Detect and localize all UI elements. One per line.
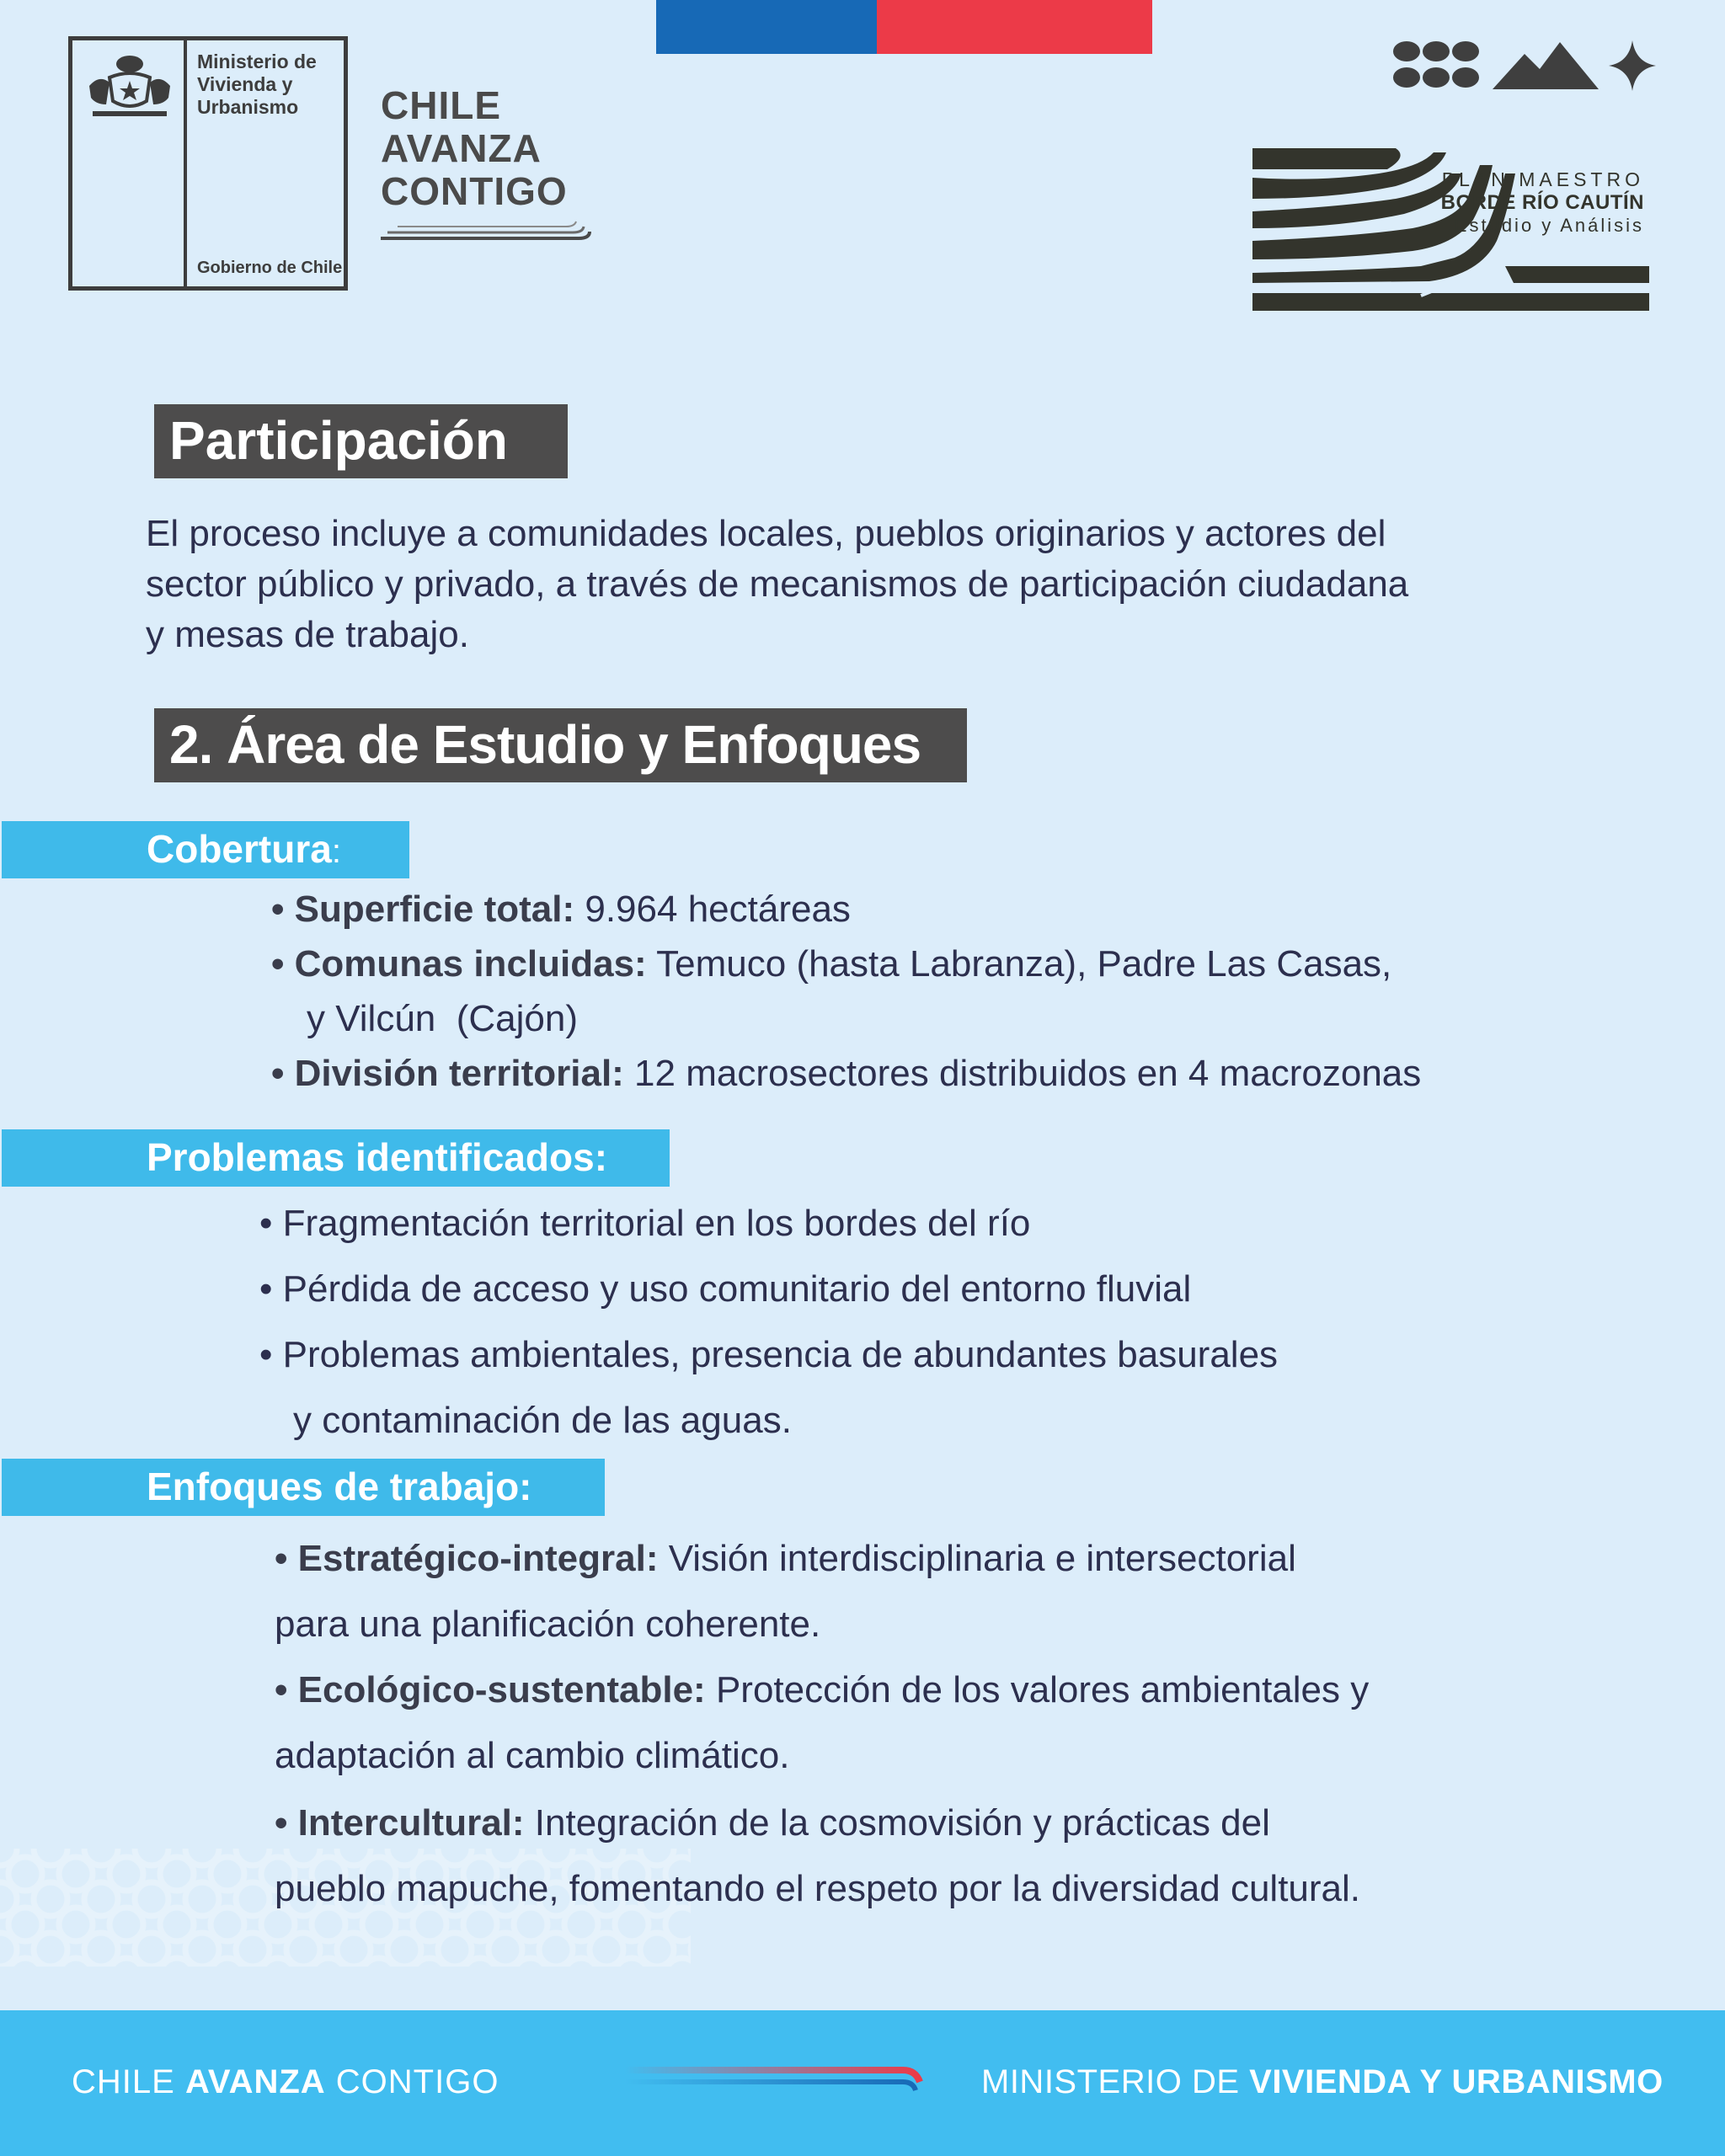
footer-slogan-part-1: CHILE bbox=[72, 2063, 185, 2100]
slogan-swoosh-icon bbox=[381, 216, 591, 242]
slogan-logo bbox=[381, 84, 591, 246]
brand-icons bbox=[1391, 37, 1658, 93]
footer-swoosh-icon bbox=[625, 2063, 924, 2104]
cobertura-item: • División territorial: 12 macrosectores distribuidos en 4 macrozonas bbox=[271, 1053, 1422, 1094]
label-cobertura-colon: : bbox=[331, 833, 341, 870]
star-icon bbox=[1609, 40, 1656, 91]
enfoque-item: • Intercultural: Integración de la cosmovisión y prácticas del bbox=[275, 1802, 1270, 1844]
participacion-paragraph bbox=[146, 509, 1628, 660]
problema-item-continuation: y contaminación de las aguas. bbox=[293, 1400, 792, 1441]
problema-text: Problemas ambientales, presencia de abundantes basurales bbox=[282, 1334, 1279, 1375]
enfoque-term: Estratégico-integral: bbox=[297, 1538, 659, 1579]
cobertura-item: • Comunas incluidas: Temuco (hasta Labranza), Padre Las Casas, bbox=[271, 943, 1392, 985]
problema-item: • Pérdida de acceso y uso comunitario del entorno fluvial bbox=[259, 1268, 1192, 1310]
label-problemas: Problemas identificados: bbox=[2, 1129, 670, 1187]
slogan-line-3: CONTIGO bbox=[381, 169, 568, 213]
participacion-line-3: y mesas de trabajo. bbox=[146, 614, 469, 655]
dots-icon bbox=[1393, 41, 1479, 88]
problema-item: • Problemas ambientales, presencia de abundantes basurales bbox=[259, 1334, 1279, 1375]
slogan-line-1: CHILE bbox=[381, 83, 501, 127]
plan-maestro-line-2: BORDE RÍO CAUTÍN bbox=[1440, 191, 1644, 214]
ministry-line-1: Ministerio de bbox=[197, 51, 317, 72]
footer-ministry bbox=[981, 2063, 1664, 2101]
government-label: Gobierno de Chile bbox=[197, 259, 343, 277]
enfoque-item: • Estratégico-integral: Visión interdisciplinaria e intersectorial bbox=[275, 1538, 1296, 1579]
enfoque-text: Protección de los valores ambientales y bbox=[705, 1669, 1370, 1710]
label-enfoques: Enfoques de trabajo: bbox=[2, 1459, 605, 1516]
footer-slogan-bold: AVANZA bbox=[184, 2063, 326, 2100]
footer-ministry-bold: VIVIENDA Y URBANISMO bbox=[1249, 2063, 1664, 2100]
footer-ministry-prefix: MINISTERIO DE bbox=[981, 2063, 1250, 2100]
ministry-logo bbox=[68, 36, 348, 291]
plan-maestro-logo bbox=[1252, 148, 1649, 311]
enfoque-text: Integración de la cosmovisión y prácticas del bbox=[524, 1802, 1270, 1844]
label-cobertura bbox=[2, 821, 409, 878]
cobertura-text: 9.964 hectáreas bbox=[574, 889, 851, 930]
problema-text: Fragmentación territorial en los bordes del río bbox=[282, 1203, 1031, 1244]
cobertura-term: División territorial: bbox=[294, 1053, 624, 1094]
problema-item: • Fragmentación territorial en los bordes del río bbox=[259, 1203, 1031, 1244]
coat-of-arms-icon bbox=[84, 52, 175, 120]
problema-text: Pérdida de acceso y uso comunitario del entorno fluvial bbox=[282, 1268, 1192, 1310]
plan-maestro-text bbox=[1441, 168, 1644, 237]
plan-maestro-line-1: PLAN MAESTRO bbox=[1441, 168, 1644, 190]
cobertura-term: Comunas incluidas: bbox=[294, 943, 647, 985]
participacion-line-1: El proceso incluye a comunidades locales, pueblos originarios y actores del bbox=[146, 513, 1386, 554]
slogan-line-2: AVANZA bbox=[381, 126, 542, 170]
cobertura-item: • Superficie total: 9.964 hectáreas bbox=[271, 889, 851, 930]
section-heading-participacion: Participación bbox=[154, 404, 568, 478]
ministry-name bbox=[197, 51, 344, 119]
enfoque-continuation: adaptación al cambio climático. bbox=[275, 1735, 790, 1776]
ministry-line-2: Vivienda y bbox=[197, 73, 293, 95]
cobertura-item-continuation: y Vilcún (Cajón) bbox=[307, 998, 578, 1039]
cobertura-term: Superficie total: bbox=[294, 889, 575, 930]
section-heading-area-estudio: 2. Área de Estudio y Enfoques bbox=[154, 708, 967, 782]
enfoque-term: Intercultural: bbox=[297, 1802, 525, 1844]
participacion-line-2: sector público y privado, a través de mecanismos de participación ciudadana bbox=[146, 563, 1409, 605]
flag-strip-red bbox=[877, 0, 1152, 54]
enfoque-text: Visión interdisciplinaria e intersectorial bbox=[658, 1538, 1296, 1579]
enfoque-continuation: pueblo mapuche, fomentando el respeto por la diversidad cultural. bbox=[275, 1868, 1361, 1909]
cobertura-text: Temuco (hasta Labranza), Padre Las Casas, bbox=[646, 943, 1392, 985]
cobertura-text: 12 macrosectores distribuidos en 4 macrozonas bbox=[623, 1053, 1422, 1094]
plan-maestro-line-3: Estudio y Análisis bbox=[1454, 215, 1644, 236]
footer-slogan-part-2: CONTIGO bbox=[325, 2063, 499, 2100]
enfoque-continuation: para una planificación coherente. bbox=[275, 1604, 821, 1645]
enfoque-item: • Ecológico-sustentable: Protección de los valores ambientales y bbox=[275, 1669, 1370, 1710]
ministry-line-3: Urbanismo bbox=[197, 96, 299, 118]
footer-slogan bbox=[72, 2063, 499, 2101]
enfoque-term: Ecológico-sustentable: bbox=[297, 1669, 706, 1710]
logo-divider bbox=[184, 40, 187, 286]
label-cobertura-text: Cobertura bbox=[147, 827, 332, 871]
mountains-icon bbox=[1493, 42, 1599, 89]
flag-strip-blue bbox=[656, 0, 877, 54]
